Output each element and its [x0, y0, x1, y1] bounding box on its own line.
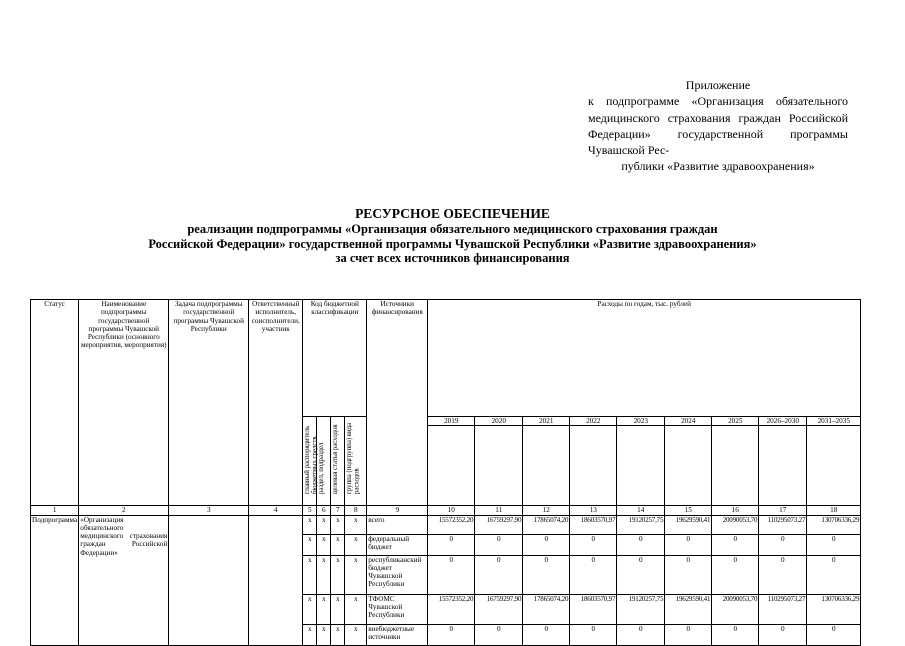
executor-cell [249, 515, 303, 645]
header-code-1: главный распорядитель бюджетных средств [303, 417, 317, 506]
value-cell: 0 [570, 534, 617, 555]
col-number: 16 [712, 506, 759, 515]
value-cell: 0 [759, 624, 807, 645]
header-task: Задача подпрограммы государственной программы Чувашской Республики [169, 300, 249, 506]
value-cell: 18603570,97 [570, 515, 617, 534]
col-number: 14 [617, 506, 665, 515]
header-sources: Источники финансирования [367, 300, 428, 506]
code-cell: x [317, 594, 331, 624]
code-cell: x [345, 534, 367, 555]
value-cell: 0 [428, 624, 475, 645]
value-cell: 19120257,75 [617, 515, 665, 534]
value-cell: 0 [428, 534, 475, 555]
value-cell: 0 [712, 624, 759, 645]
col-number: 12 [523, 506, 570, 515]
value-cell: 0 [759, 534, 807, 555]
header-year: 2025 [712, 417, 759, 426]
appendix-note [588, 77, 848, 175]
value-cell: 16759297,90 [475, 515, 523, 534]
value-cell: 0 [428, 555, 475, 594]
value-cell: 17865074,20 [523, 594, 570, 624]
value-cell: 0 [617, 534, 665, 555]
col-number: 17 [759, 506, 807, 515]
code-cell: x [345, 624, 367, 645]
subprogram-name-cell: «Организация обязательного медицинского страхования граждан Российской Федерации» [79, 515, 169, 645]
code-cell: x [331, 624, 345, 645]
code-cell: x [331, 515, 345, 534]
col-number: 4 [249, 506, 303, 515]
source-cell: всего [367, 515, 428, 534]
code-cell: x [345, 555, 367, 594]
value-cell: 16759297,90 [475, 594, 523, 624]
document-title: РЕСУРСНОЕ ОБЕСПЕЧЕНИЕ [355, 206, 550, 221]
source-cell: внебюджетные источники [367, 624, 428, 645]
code-cell: x [317, 515, 331, 534]
col-number: 18 [807, 506, 861, 515]
code-cell: x [317, 624, 331, 645]
subtitle-line-3: за счет всех источников финансирования [335, 251, 570, 265]
code-cell: x [303, 594, 317, 624]
code-cell: x [303, 534, 317, 555]
value-cell: 0 [807, 624, 861, 645]
col-number: 1 [31, 506, 79, 515]
col-number: 2 [79, 506, 169, 515]
value-cell: 15572352,20 [428, 594, 475, 624]
value-cell: 110295073,27 [759, 594, 807, 624]
subtitle-line-1: реализации подпрограммы «Организация обязательного медицинского страхования граждан [187, 222, 718, 236]
document-subtitle [60, 222, 845, 266]
value-cell: 130706336,29 [807, 594, 861, 624]
value-cell: 17865074,20 [523, 515, 570, 534]
value-cell: 18603570,97 [570, 594, 617, 624]
value-cell: 19629590,41 [665, 594, 712, 624]
source-cell: республиканский бюджет Чувашской Республики [367, 555, 428, 594]
value-cell: 110295073,27 [759, 515, 807, 534]
table-row [31, 515, 861, 534]
value-cell: 0 [570, 624, 617, 645]
value-cell: 20090053,70 [712, 515, 759, 534]
value-cell: 0 [617, 555, 665, 594]
col-number: 15 [665, 506, 712, 515]
header-year: 2021 [523, 417, 570, 426]
header-code-4: группа (подгруппа) вида расходов [345, 417, 367, 506]
header-year: 2031–2035 [807, 417, 861, 426]
value-cell: 0 [617, 624, 665, 645]
header-year: 2020 [475, 417, 523, 426]
code-cell: x [331, 534, 345, 555]
code-cell: x [331, 555, 345, 594]
header-year: 2022 [570, 417, 617, 426]
status-cell: Подпрограмма [31, 515, 79, 645]
code-cell: x [331, 594, 345, 624]
value-cell: 0 [523, 534, 570, 555]
header-executor: Ответственный исполнитель, соисполнители, участник [249, 300, 303, 506]
value-cell: 0 [759, 555, 807, 594]
value-cell: 0 [475, 555, 523, 594]
header-year: 2024 [665, 417, 712, 426]
header-expenses: Расходы по годам, тыс. рублей [428, 300, 861, 417]
col-number: 7 [331, 506, 345, 515]
source-cell: федеральный бюджет [367, 534, 428, 555]
value-cell: 0 [712, 534, 759, 555]
column-numbers-row [31, 506, 861, 515]
code-cell: x [345, 594, 367, 624]
value-cell: 0 [665, 555, 712, 594]
header-code-3: целевая статья расходов [331, 417, 345, 506]
value-cell: 0 [665, 534, 712, 555]
header-code-2: раздел, подраздел [317, 417, 331, 506]
code-cell: x [317, 555, 331, 594]
appendix-text-last: публики «Развитие здравоохранения» [621, 159, 815, 174]
appendix-text: к подпрограмме «Организация обязательного медицинского страхования граждан Российской Федерации» государственной программы Чувашской Рес- [588, 94, 848, 158]
value-cell: 0 [807, 534, 861, 555]
header-status: Статус [31, 300, 79, 506]
header-year: 2026–2030 [759, 417, 807, 426]
code-cell: x [303, 555, 317, 594]
col-number: 10 [428, 506, 475, 515]
appendix-heading: Приложение [685, 78, 751, 92]
source-cell: ТФОМС Чувашской Республики [367, 594, 428, 624]
subtitle-line-2: Российской Федерации» государственной программы Чувашской Республики «Развитие здравоохранения» [148, 236, 757, 251]
header-year: 2023 [617, 417, 665, 426]
code-cell: x [317, 534, 331, 555]
value-cell: 19629590,41 [665, 515, 712, 534]
value-cell: 0 [523, 555, 570, 594]
value-cell: 0 [570, 555, 617, 594]
header-row [31, 300, 861, 417]
col-number: 3 [169, 506, 249, 515]
col-number: 13 [570, 506, 617, 515]
value-cell: 0 [475, 534, 523, 555]
col-number: 6 [317, 506, 331, 515]
header-year: 2019 [428, 417, 475, 426]
task-cell [169, 515, 249, 645]
col-number: 9 [367, 506, 428, 515]
value-cell: 0 [475, 624, 523, 645]
col-number: 5 [303, 506, 317, 515]
resource-table [30, 299, 861, 646]
value-cell: 20090053,70 [712, 594, 759, 624]
header-name: Наименование подпрограммы государственной программы Чувашской Республики (основного мероприятия, мероприятия) [79, 300, 169, 506]
code-cell: x [345, 515, 367, 534]
code-cell: x [303, 515, 317, 534]
value-cell: 15572352,20 [428, 515, 475, 534]
value-cell: 0 [523, 624, 570, 645]
col-number: 8 [345, 506, 367, 515]
value-cell: 130706336,29 [807, 515, 861, 534]
code-cell: x [303, 624, 317, 645]
value-cell: 19120257,75 [617, 594, 665, 624]
col-number: 11 [475, 506, 523, 515]
value-cell: 0 [807, 555, 861, 594]
value-cell: 0 [665, 624, 712, 645]
header-budget-code: Код бюджетной классификации [303, 300, 367, 417]
value-cell: 0 [712, 555, 759, 594]
